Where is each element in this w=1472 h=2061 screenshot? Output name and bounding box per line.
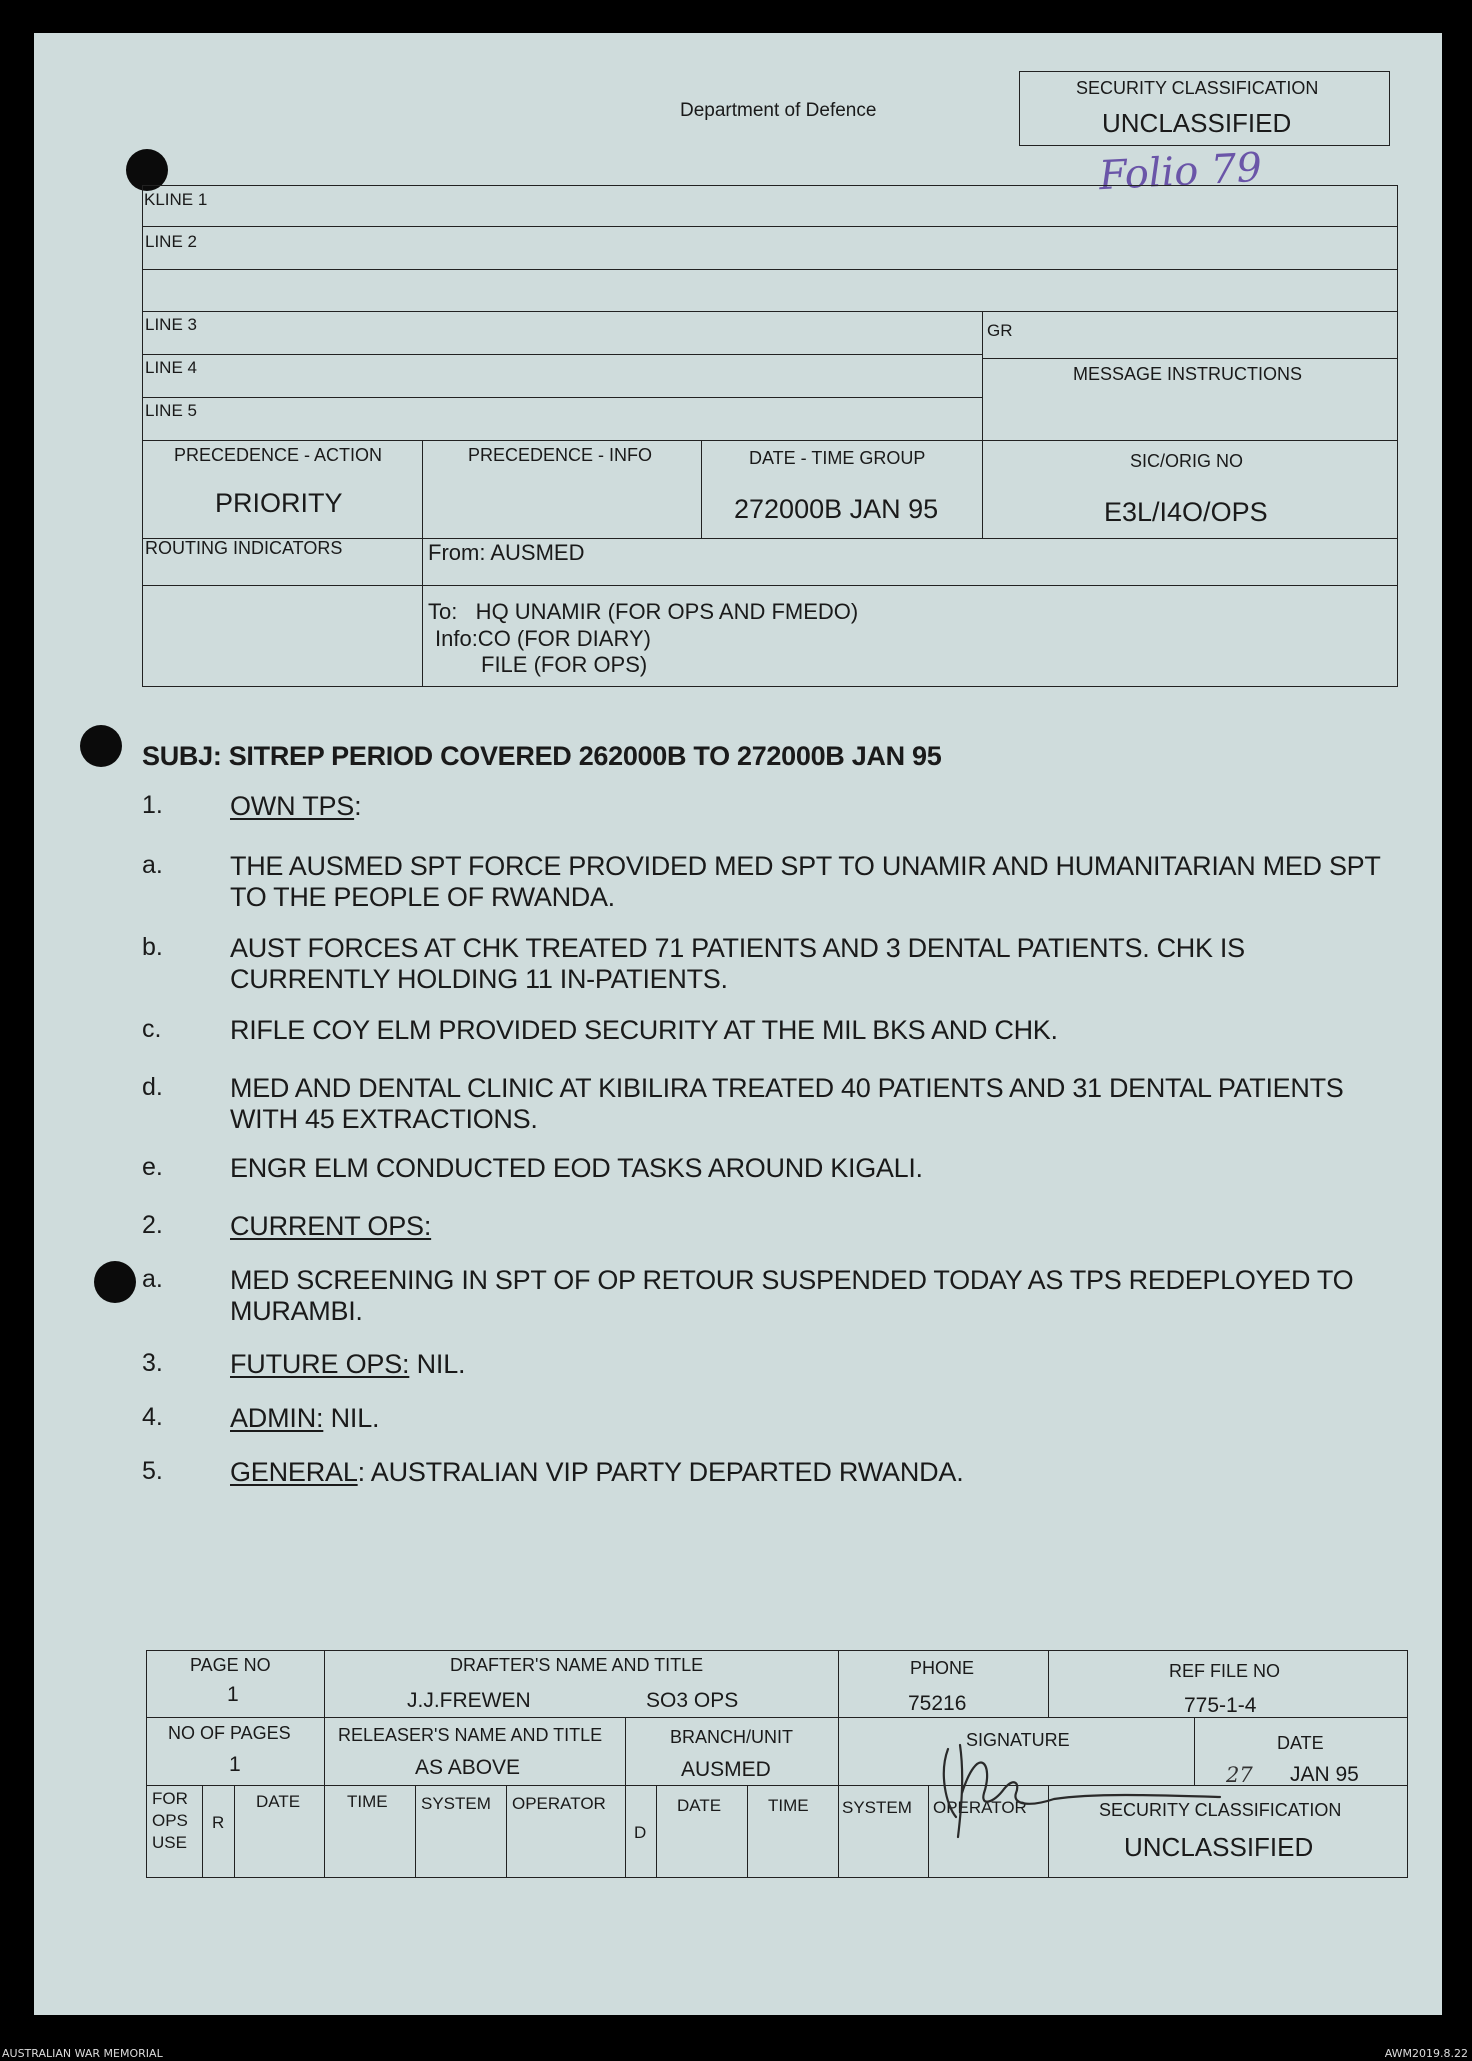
section-3-number: 3. — [142, 1349, 163, 1377]
routing-file: FILE (FOR OPS) — [481, 652, 648, 677]
section-5-line — [230, 1457, 964, 1488]
s1-item-e-letter: e. — [142, 1153, 163, 1181]
ref-file-label: REF FILE NO — [1169, 1661, 1281, 1681]
security-classification-label: SECURITY CLASSIFICATION — [1076, 78, 1319, 98]
date-column-label-2: DATE — [677, 1796, 722, 1815]
branch-label: BRANCH/UNIT — [670, 1727, 794, 1747]
section-3-text: NIL. — [409, 1349, 466, 1379]
system-column-label-1: SYSTEM — [421, 1794, 491, 1813]
drafter-title: SO3 OPS — [646, 1689, 739, 1712]
gr-label: GR — [987, 321, 1013, 340]
section-2-number: 2. — [142, 1211, 163, 1239]
drafter-name: J.J.FREWEN — [407, 1689, 531, 1712]
sic-label: SIC/ORIG NO — [1130, 451, 1244, 471]
s1-item-b-letter: b. — [142, 933, 163, 961]
s1-item-d-letter: d. — [142, 1073, 163, 1101]
operator-column-label-1: OPERATOR — [512, 1794, 606, 1813]
security-classification-label-bottom: SECURITY CLASSIFICATION — [1099, 1800, 1342, 1820]
archive-footer-right: AWM2019.8.22 — [1384, 2047, 1468, 2060]
date-month-year: JAN 95 — [1290, 1763, 1359, 1786]
punch-hole-lower — [94, 1261, 136, 1303]
section-3-title: FUTURE OPS: — [230, 1349, 410, 1379]
s1-item-b-text: AUST FORCES AT CHK TREATED 71 PATIENTS AND 3 DENTAL PATIENTS. CHK IS CURRENTLY HOLDING 11 IN-PATIENTS. — [230, 933, 1245, 994]
signature-scribble — [934, 1733, 1234, 1843]
section-4-number: 4. — [142, 1403, 163, 1431]
punch-hole-middle — [80, 725, 122, 767]
routing-from: From: AUSMED — [428, 540, 585, 565]
phone-value: 75216 — [908, 1692, 967, 1715]
time-column-label-1: TIME — [347, 1792, 388, 1811]
page-no-label: PAGE NO — [190, 1655, 271, 1675]
precedence-info-label: PRECEDENCE - INFO — [468, 445, 653, 465]
section-4-title: ADMIN: — [230, 1403, 324, 1433]
s1-item-d-text: MED AND DENTAL CLINIC AT KIBILIRA TREATED 40 PATIENTS AND 31 DENTAL PATIENTS WITH 45 EXTRACTIONS. — [230, 1073, 1344, 1134]
message-instructions-label: MESSAGE INSTRUCTIONS — [1073, 364, 1303, 384]
releaser-value: AS ABOVE — [415, 1756, 521, 1779]
dtg-label: DATE - TIME GROUP — [749, 448, 926, 468]
branch-value: AUSMED — [681, 1758, 771, 1781]
routing-to: To: HQ UNAMIR (FOR OPS AND FMEDO) — [428, 599, 859, 624]
s1-item-c-letter: c. — [142, 1015, 162, 1043]
routing-info: Info:CO (FOR DIARY) — [435, 626, 651, 651]
section-2-heading — [230, 1211, 431, 1242]
document-page — [34, 33, 1442, 2015]
ref-file-value: 775-1-4 — [1184, 1694, 1257, 1717]
drafter-label: DRAFTER'S NAME AND TITLE — [450, 1655, 704, 1675]
no-of-pages-value: 1 — [229, 1753, 241, 1776]
s2-item-a-letter: a. — [142, 1265, 163, 1293]
section-1-title: OWN TPS — [230, 791, 355, 821]
security-classification-box-top — [1019, 71, 1390, 146]
s2-item-a-text: MED SCREENING IN SPT OF OP RETOUR SUSPENDED TODAY AS TPS REDEPLOYED TO MURAMBI. — [230, 1265, 1354, 1326]
time-column-label-2: TIME — [768, 1796, 809, 1815]
dtg-value: 272000B JAN 95 — [734, 494, 939, 524]
signature-label: SIGNATURE — [966, 1730, 1070, 1750]
security-classification-value-bottom: UNCLASSIFIED — [1124, 1832, 1314, 1862]
section-5-number: 5. — [142, 1457, 163, 1485]
s1-item-e-text: ENGR ELM CONDUCTED EOD TASKS AROUND KIGALI. — [230, 1153, 923, 1183]
section-1-number: 1. — [142, 791, 163, 819]
precedence-action-label: PRECEDENCE - ACTION — [174, 445, 383, 465]
operator-column-label-2: OPERATOR — [933, 1798, 1027, 1817]
department-name: Department of Defence — [680, 100, 877, 121]
section-1-heading — [230, 791, 361, 822]
section-5-text: : AUSTRALIAN VIP PARTY DEPARTED RWANDA. — [357, 1457, 964, 1487]
section-1-colon: : — [354, 791, 362, 821]
line3-label: LINE 3 — [145, 315, 197, 334]
section-2-title: CURRENT OPS: — [230, 1211, 432, 1241]
line1-label: KLINE 1 — [144, 190, 208, 209]
s1-item-a-letter: a. — [142, 851, 163, 879]
security-classification-value: UNCLASSIFIED — [1102, 108, 1292, 138]
routing-indicators-label: ROUTING INDICATORS — [145, 538, 343, 558]
r-column-label: R — [212, 1813, 225, 1832]
folio-handwritten: Folio 79 — [1097, 144, 1264, 200]
phone-label: PHONE — [910, 1658, 975, 1678]
system-column-label-2: SYSTEM — [842, 1798, 912, 1817]
sic-value: E3L/I4O/OPS — [1104, 497, 1268, 527]
date-day-handwritten: 27 — [1226, 1763, 1253, 1787]
section-4-text: NIL. — [323, 1403, 380, 1433]
line5-label: LINE 5 — [145, 401, 197, 420]
section-4-line — [230, 1403, 379, 1434]
archive-footer-left: AUSTRALIAN WAR MEMORIAL — [2, 2047, 163, 2060]
line2-label: LINE 2 — [145, 232, 197, 251]
date-column-label-1: DATE — [256, 1792, 301, 1811]
section-3-line — [230, 1349, 465, 1380]
releaser-label: RELEASER'S NAME AND TITLE — [338, 1725, 603, 1745]
no-of-pages-label: NO OF PAGES — [168, 1723, 291, 1743]
s1-item-c-text: RIFLE COY ELM PROVIDED SECURITY AT THE MIL BKS AND CHK. — [230, 1015, 1058, 1045]
section-5-title: GENERAL — [230, 1457, 358, 1487]
date-label: DATE — [1277, 1733, 1324, 1753]
line4-label: LINE 4 — [145, 358, 197, 377]
d-column-label: D — [634, 1823, 647, 1842]
precedence-action-value: PRIORITY — [215, 488, 343, 518]
for-ops-use-line2: OPS — [152, 1811, 188, 1830]
for-ops-use-line1: FOR — [152, 1789, 188, 1808]
subject-line: SUBJ: SITREP PERIOD COVERED 262000B TO 272000B JAN 95 — [142, 741, 942, 771]
s1-item-a-text: THE AUSMED SPT FORCE PROVIDED MED SPT TO UNAMIR AND HUMANITARIAN MED SPT TO THE PEOPLE OF RWANDA. — [230, 851, 1381, 912]
for-ops-use-line3: USE — [152, 1833, 187, 1852]
page-no-value: 1 — [227, 1683, 239, 1706]
